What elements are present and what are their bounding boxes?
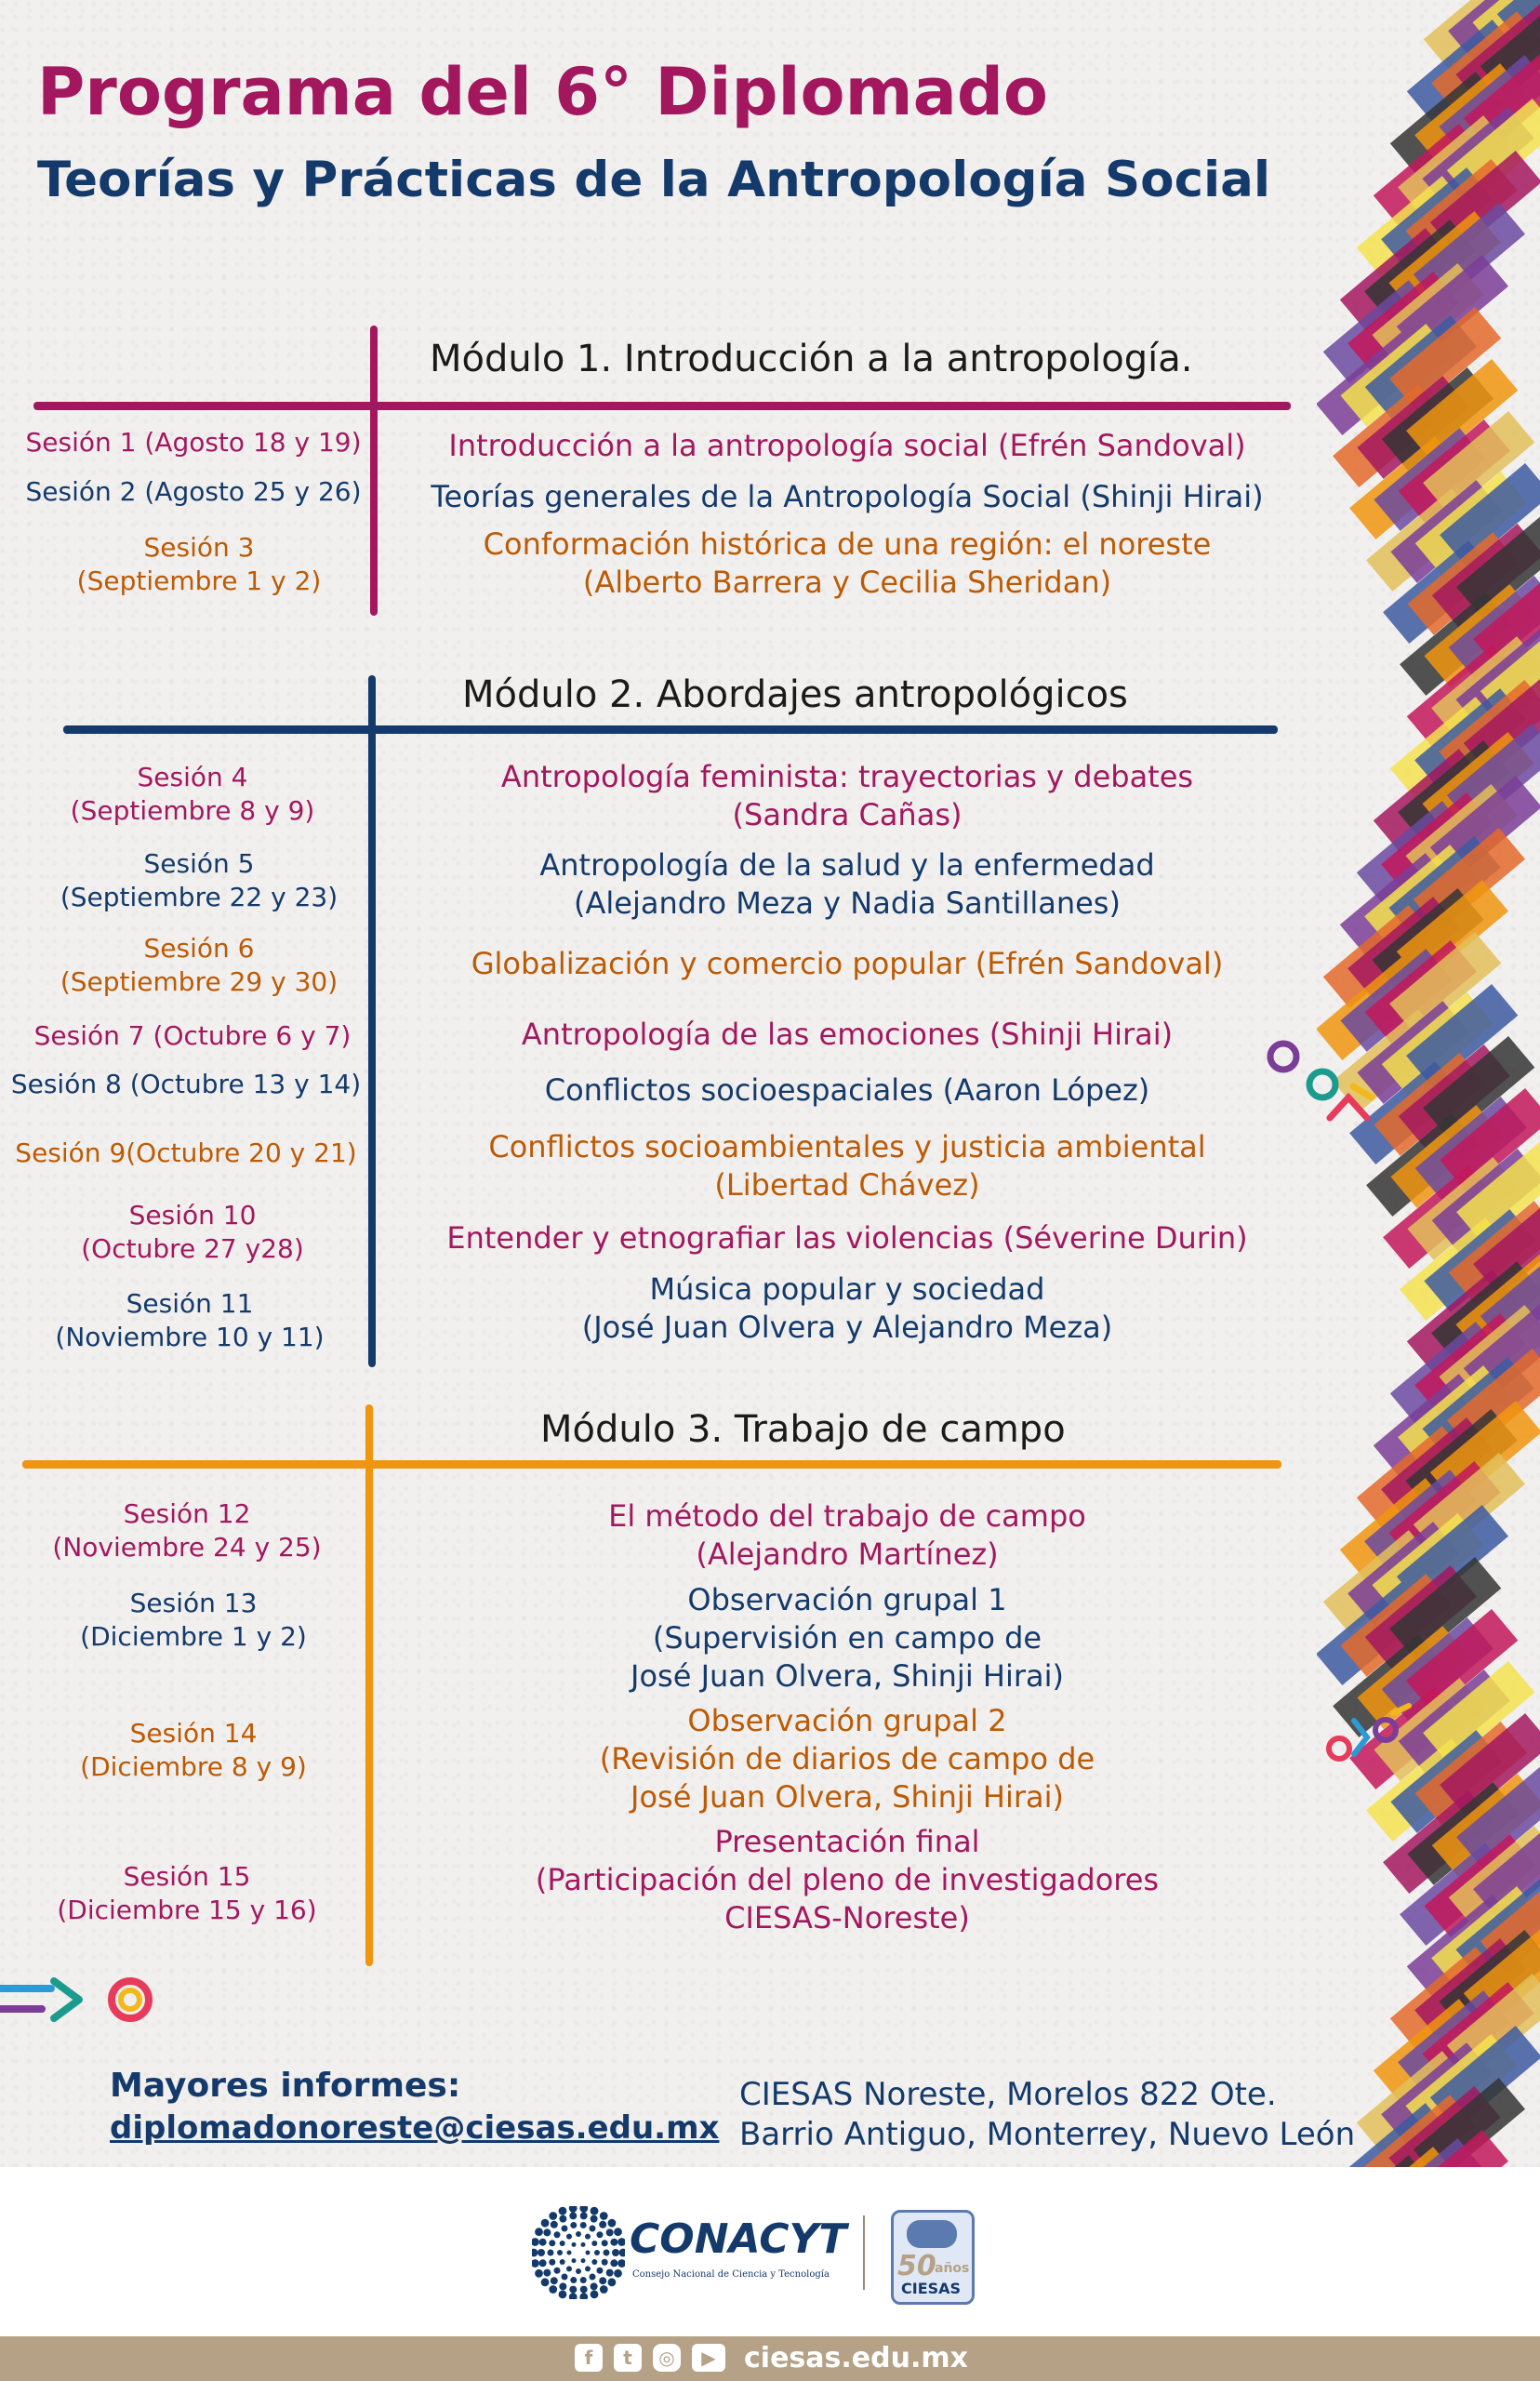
session-topic: Conflictos socioambientales y justicia ambiental (Libertad Chávez) (488, 1129, 1206, 1203)
session-topic: Observación grupal 1 (Supervisión en campo de José Juan Olvera, Shinji Hirai) (631, 1582, 1064, 1694)
decorative-motif-right-lower (1321, 1702, 1414, 1767)
conacyt-logo-icon (532, 2206, 625, 2299)
ciesas-mask-icon (907, 2220, 957, 2248)
session-label: Sesión 10 (Octubre 27 y28) (81, 1200, 304, 1264)
session-label: Sesión 6 (Septiembre 29 y 30) (60, 933, 339, 997)
session-topic: Antropología de la salud y la enfermedad (Alejandro Meza y Nadia Santillanes) (539, 847, 1155, 921)
session-topic: Música popular y sociedad (José Juan Olvera y Alejandro Meza) (581, 1271, 1113, 1345)
session-label: Sesión 1 (Agosto 18 y 19) (25, 427, 362, 458)
website-link[interactable]: ciesas.edu.mx (744, 2342, 968, 2374)
contact-email-link[interactable]: diplomadonoreste@ciesas.edu.mx (110, 2109, 720, 2147)
session-label: Sesión 9(Octubre 20 y 21) (15, 1137, 357, 1168)
module-2-rule (63, 725, 1278, 734)
page-title: Programa del 6° Diplomado (37, 54, 1049, 130)
session-label: Sesión 7 (Octubre 6 y 7) (33, 1020, 352, 1051)
twitter-icon[interactable]: t (614, 2344, 642, 2372)
session-label: Sesión 12 (Noviembre 24 y 25) (52, 1498, 322, 1563)
session-label: Sesión 2 (Agosto 25 y 26) (25, 476, 362, 507)
module-1-title: Módulo 1. Introducción a la antropología. (430, 338, 1193, 380)
decorative-motif-left (0, 1972, 167, 2028)
session-topic: Antropología feminista: trayectorias y debates (Sandra Cañas) (500, 759, 1194, 832)
module-3-rule (22, 1460, 1281, 1469)
address-line-2: Barrio Antiguo, Monterrey, Nuevo León (739, 2116, 1356, 2153)
contact-label: Mayores informes: (110, 2067, 461, 2105)
ciesas-name: CIESAS (901, 2280, 962, 2297)
session-topic: Antropología de las emociones (Shinji Hirai) (521, 1017, 1174, 1052)
conacyt-subtitle: Consejo Nacional de Ciencia y Tecnología (632, 2269, 830, 2280)
module-3-title: Módulo 3. Trabajo de campo (540, 1408, 1066, 1451)
conacyt-name: CONACYT (630, 2215, 847, 2263)
session-label: Sesión 14 (Diciembre 8 y 9) (80, 1718, 307, 1782)
session-topic: Globalización y comercio popular (Efrén Sandoval) (471, 946, 1224, 981)
session-label: Sesión 15 (Diciembre 15 y 16) (57, 1861, 317, 1925)
session-topic: Entender y etnografiar las violencias (Séverine Durin) (446, 1220, 1248, 1256)
youtube-icon[interactable]: ▶ (692, 2344, 725, 2372)
session-label: Sesión 11 (Noviembre 10 y 11) (55, 1288, 325, 1352)
address-line-1: CIESAS Noreste, Morelos 822 Ote. (739, 2076, 1277, 2113)
session-label: Sesión 5 (Septiembre 22 y 23) (60, 848, 339, 912)
session-topic: Introducción a la antropología social (Efrén Sandoval) (448, 428, 1246, 463)
session-label: Sesión 8 (Octubre 13 y 14) (10, 1069, 362, 1099)
session-label: Sesión 3 (Septiembre 1 y 2) (76, 532, 322, 596)
ciesas-logo (891, 2210, 975, 2305)
session-topic: Observación grupal 2 (Revisión de diarios de campo de José Juan Olvera, Shinji Hirai) (599, 1703, 1095, 1815)
session-topic: Teorías generales de la Antropología Social (Shinji Hirai) (431, 479, 1264, 514)
session-label: Sesión 4 (Septiembre 8 y 9) (70, 762, 315, 826)
ciesas-years-label: años (935, 2261, 970, 2276)
module-1-rule (33, 402, 1291, 410)
logo-divider (863, 2215, 865, 2290)
page-subtitle: Teorías y Prácticas de la Antropología Social (37, 152, 1271, 208)
facebook-icon[interactable]: f (575, 2344, 603, 2372)
session-topic: Conflictos socioespaciales (Aaron López) (544, 1072, 1150, 1108)
session-topic: Presentación final (Participación del pleno de investigadores CIESAS-Noreste) (535, 1824, 1160, 1935)
session-topic: El método del trabajo de campo (Alejandro Martínez) (608, 1498, 1086, 1572)
session-label: Sesión 13 (Diciembre 1 y 2) (80, 1588, 307, 1652)
decorative-motif-right-upper (1255, 1032, 1376, 1135)
session-topic: Conformación histórica de una región: el noreste (Alberto Barrera y Cecilia Sheridan) (483, 526, 1212, 600)
module-2-title: Módulo 2. Abordajes antropológicos (462, 673, 1128, 716)
ciesas-years: 50 (897, 2250, 936, 2282)
instagram-icon[interactable]: ◎ (653, 2344, 681, 2372)
